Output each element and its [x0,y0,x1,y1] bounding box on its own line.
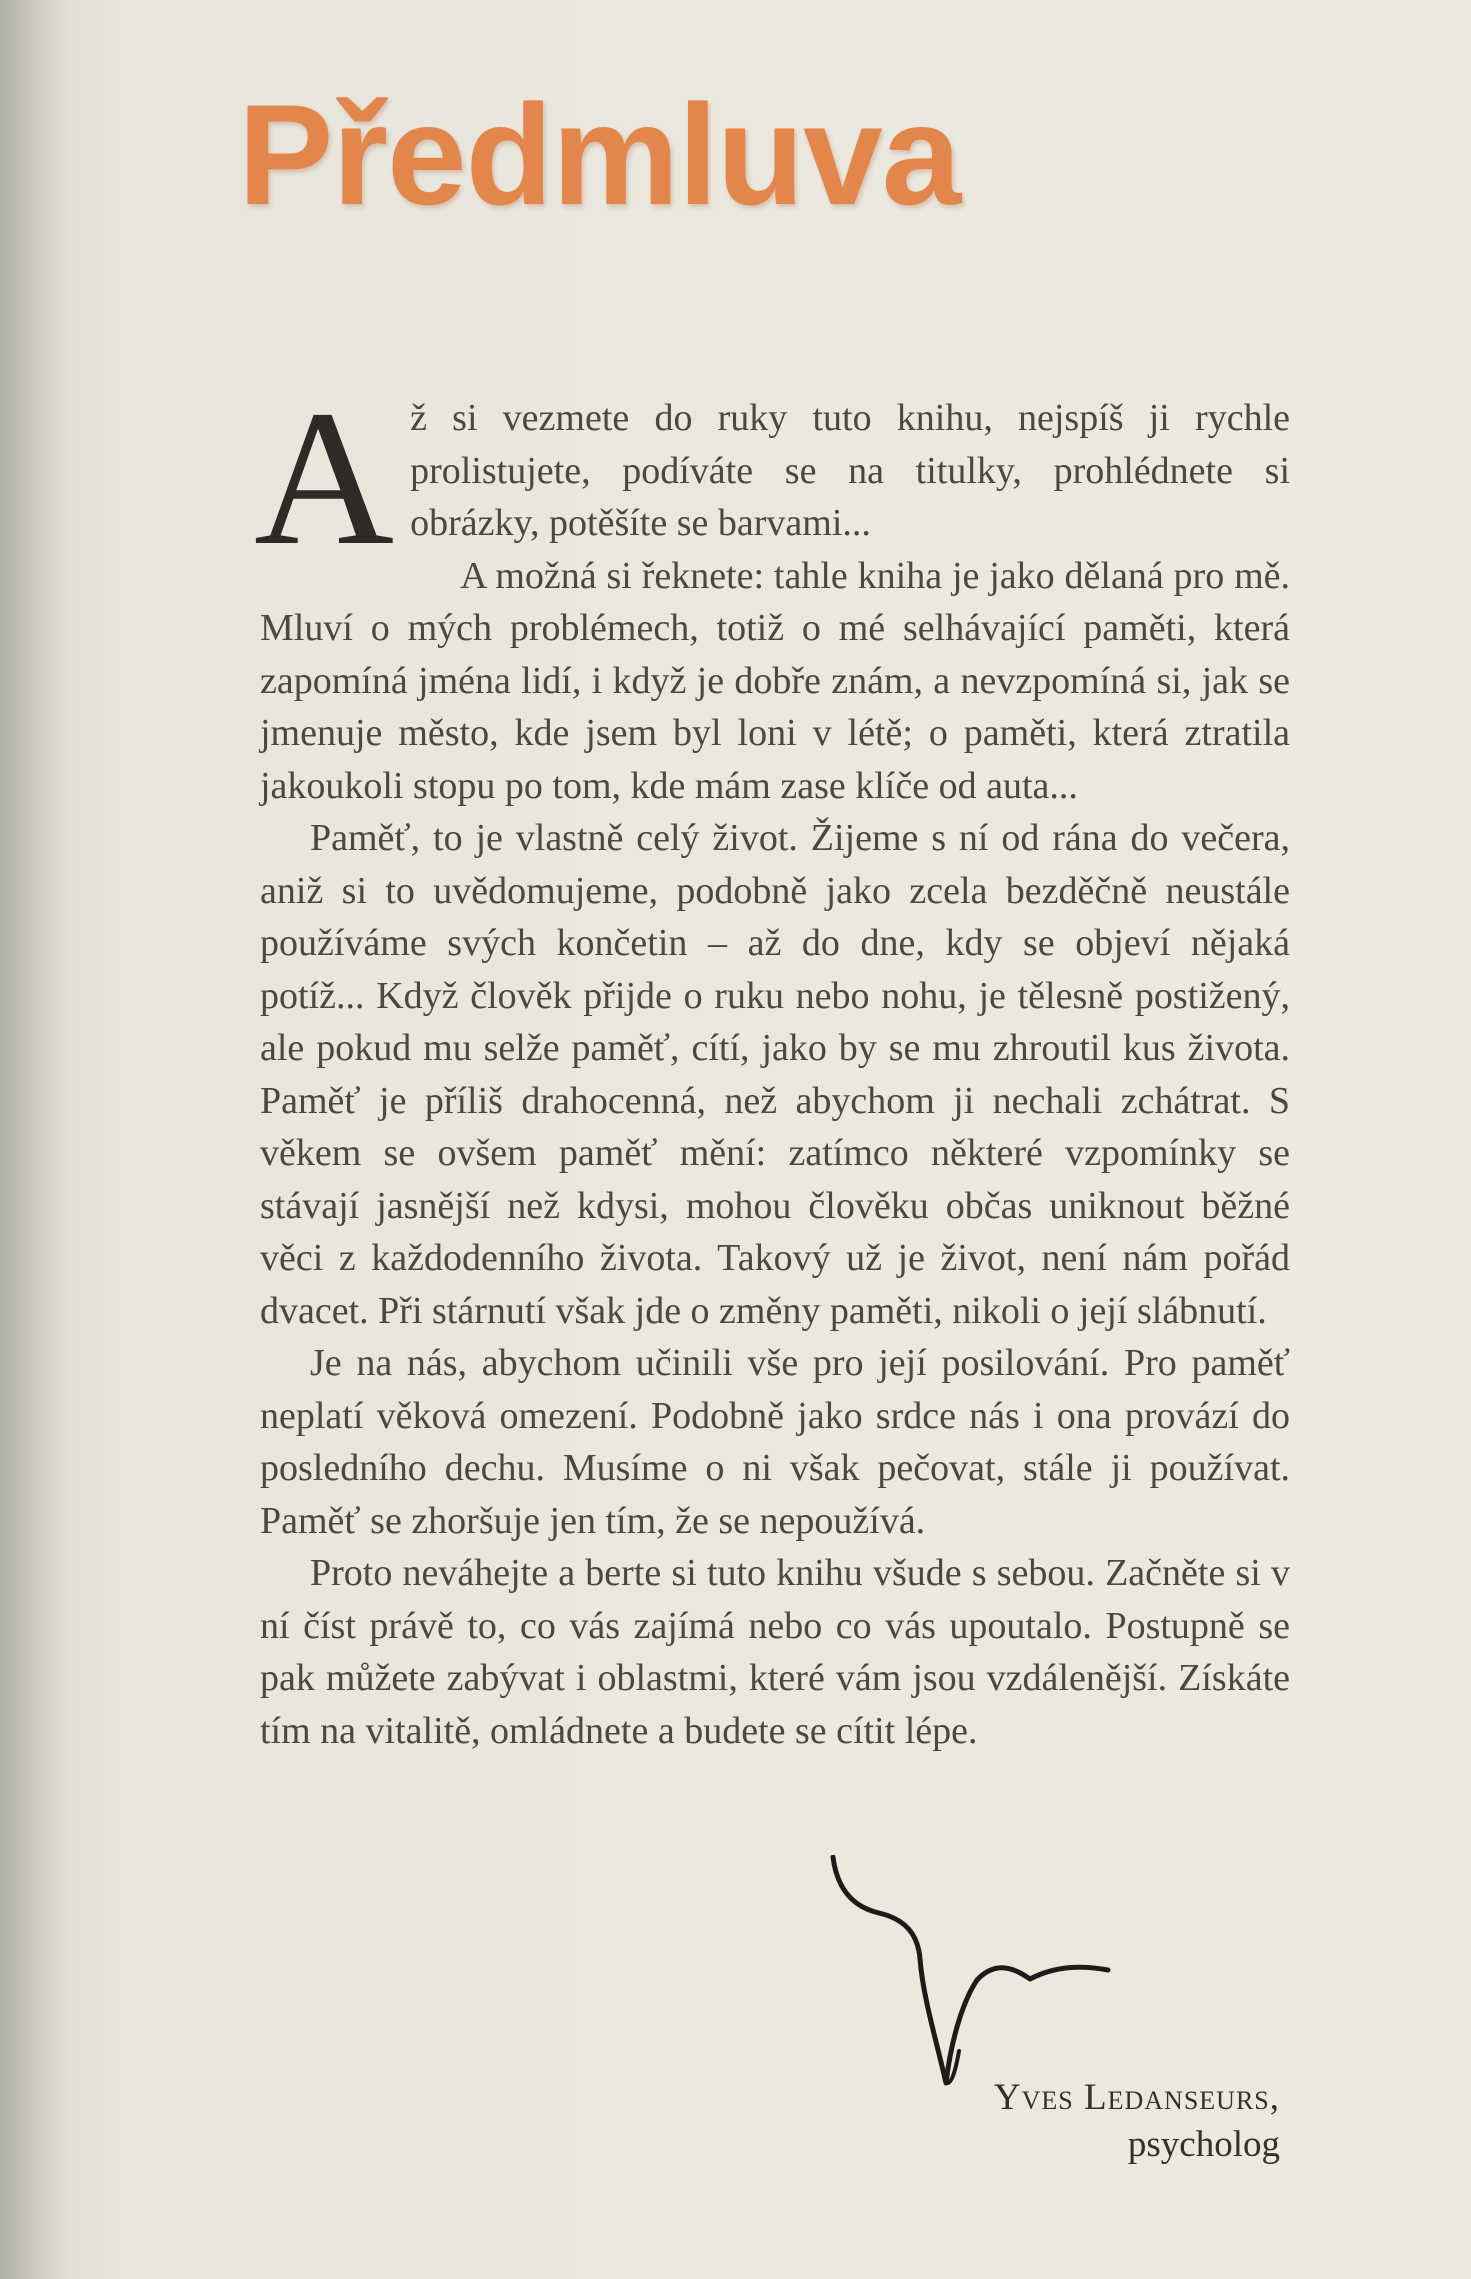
page-edge-shadow [0,0,70,2279]
foreword-text [254,370,1290,1757]
author-name: Yves Ledanseurs, [993,2077,1280,2118]
paragraph-1 [254,370,1290,585]
paragraph-3: Paměť, to je vlastně celý život. Žijeme s ní od rána do večera, aniž si to uvědomujeme, podobně jako zcela bezděčně neustále používáme svých končetin – až do dne, kdy se objeví nějaká potíž... Když člověk přijde o ruku nebo nohu, je tělesně postižený, ale pokud mu selže paměť, cítí, jako by se mu zhroutil kus života. Paměť je příliš drahocenná, než abychom ji nechali zchátrat. S věkem se ovšem paměť mění: zatímco některé vzpomínky se stávají jasnější než kdysi, mohou člověku občas uniknout běžné věci z každodenního života. Takový už je život, není nám pořád dvacet. Při stárnutí však jde o změny paměti, nikoli o její slábnutí. [260,817,1290,1332]
page-title: Předmluva [238,76,961,235]
paragraph-4: Je na nás, abychom učinili vše pro její posilování. Pro paměť neplatí věková omezení. Podobně jako srdce nás i ona provází do posledního dechu. Musíme o ni však pečovat, stále ji používat. Paměť se zhoršuje jen tím, že se nepoužívá. [260,1342,1290,1542]
paragraph-1-text: ž si vezmete do ruky tuto knihu, nejspíš ji rychle prolistujete, podíváte se na titulky, prohlédnete si obrázky, potěšíte se barvami... [410,397,1290,544]
drop-cap: A [254,370,395,585]
author-role: psycholog [1127,2124,1280,2165]
author-block [905,2074,1280,2168]
paragraph-2: A možná si řeknete: tahle kniha je jako dělaná pro mě. Mluví o mých problémech, totiž o mé selhávající paměti, která zapomíná jména lidí, i když je dobře znám, a nevzpomíná si, jak se jmenuje město, kde jsem byl loni v létě; o paměti, která ztratila jakoukoli stopu po tom, kde mám zase klíče od auta... [260,554,1290,807]
paragraph-5: Proto neváhejte a berte si tuto knihu všude s sebou. Začněte si v ní číst právě to, co vás zajímá nebo co vás upoutalo. Postupně se pak můžete zabývat i oblastmi, které vám jsou vzdálenější. Získáte tím na vitalitě, omládnete a budete se cítit lépe. [260,1552,1290,1752]
